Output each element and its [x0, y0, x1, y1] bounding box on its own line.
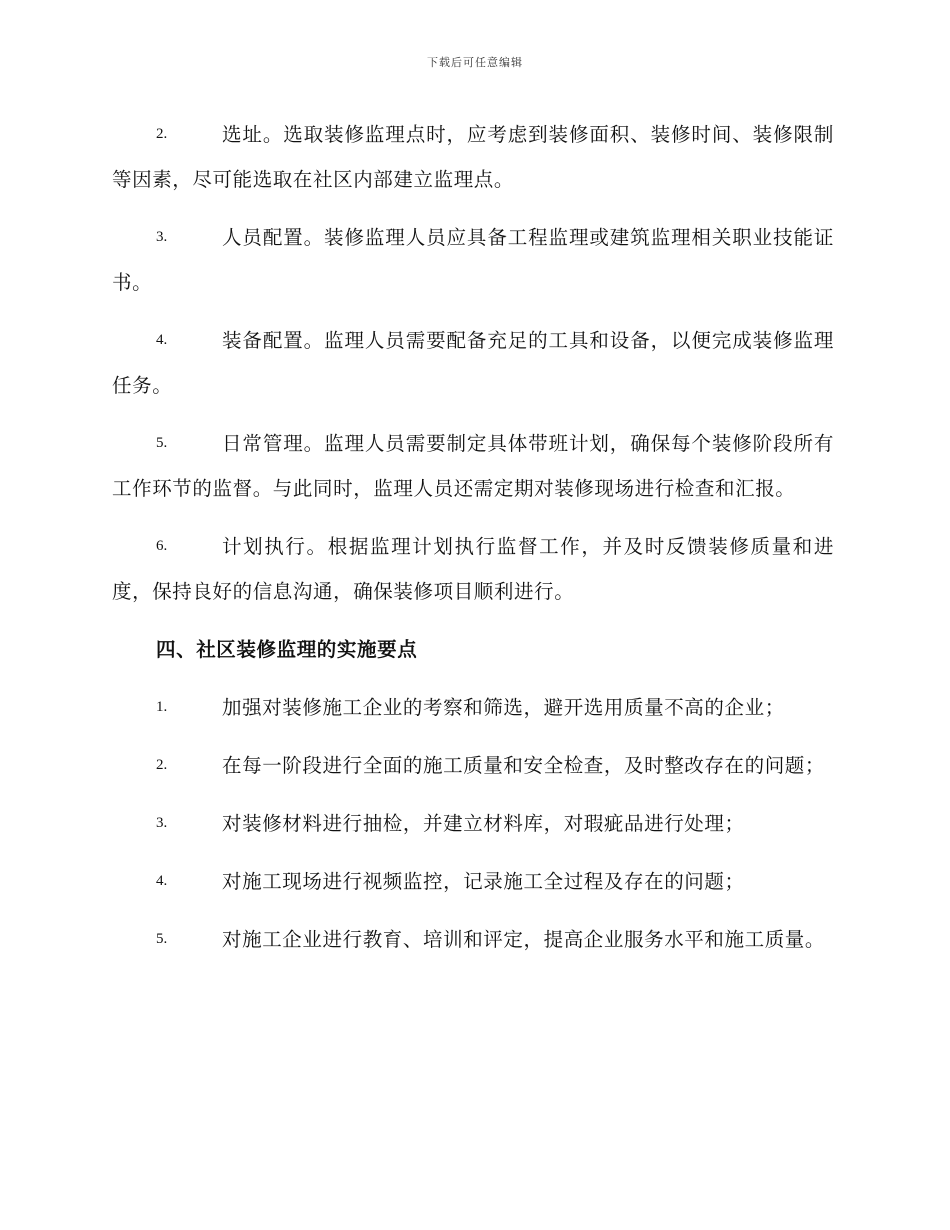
- section-heading: 四、社区装修监理的实施要点: [156, 638, 418, 661]
- list-item: [112, 215, 834, 305]
- page-header: 下载后可任意编辑: [427, 56, 523, 69]
- list-number: 2.: [156, 126, 168, 142]
- list-number: 2.: [156, 757, 168, 773]
- list-item: [112, 743, 834, 788]
- list-item-text: 对施工企业进行教育、培训和评定，提高企业服务水平和施工质量。: [222, 928, 826, 951]
- list-item-text: 加强对装修施工企业的考察和筛选，避开选用质量不高的企业；: [222, 696, 785, 719]
- list-item-text: 对施工现场进行视频监控，记录施工全过程及存在的问题；: [222, 870, 745, 893]
- list-item: [112, 421, 834, 511]
- list-item-text: 计划执行。根据监理计划执行监督工作，并及时反馈装修质量和进度，保持良好的信息沟通，确保装修项目顺利进行。: [112, 535, 834, 603]
- list-item-text: 日常管理。监理人员需要制定具体带班计划，确保每个装修阶段所有工作环节的监督。与此同时，监理人员还需定期对装修现场进行检查和汇报。: [112, 432, 834, 500]
- list-number: 5.: [156, 931, 168, 947]
- list-item-text: 装备配置。监理人员需要配备充足的工具和设备，以便完成装修监理任务。: [112, 329, 834, 397]
- list-item: [112, 524, 834, 614]
- list-number: 6.: [156, 538, 168, 554]
- list-number: 5.: [156, 435, 168, 451]
- list-number: 4.: [156, 873, 168, 889]
- list-item: [112, 318, 834, 408]
- list-item: [112, 685, 834, 730]
- list-item-text: 在每一阶段进行全面的施工质量和安全检查，及时整改存在的问题；: [222, 754, 826, 777]
- list-item: [112, 801, 834, 846]
- list-number: 4.: [156, 332, 168, 348]
- list-item: [112, 859, 834, 904]
- list-number: 3.: [156, 815, 168, 831]
- list-item: [112, 917, 834, 962]
- list-number: 3.: [156, 229, 168, 245]
- list-number: 1.: [156, 699, 168, 715]
- document-body: [112, 112, 834, 975]
- list-item: [112, 112, 834, 202]
- list-item-text: 人员配置。装修监理人员应具备工程监理或建筑监理相关职业技能证书。: [112, 226, 834, 294]
- list-item-text: 选址。选取装修监理点时，应考虑到装修面积、装修时间、装修限制等因素，尽可能选取在社区内部建立监理点。: [112, 123, 834, 191]
- list-item-text: 对装修材料进行抽检，并建立材料库，对瑕疵品进行处理；: [222, 812, 745, 835]
